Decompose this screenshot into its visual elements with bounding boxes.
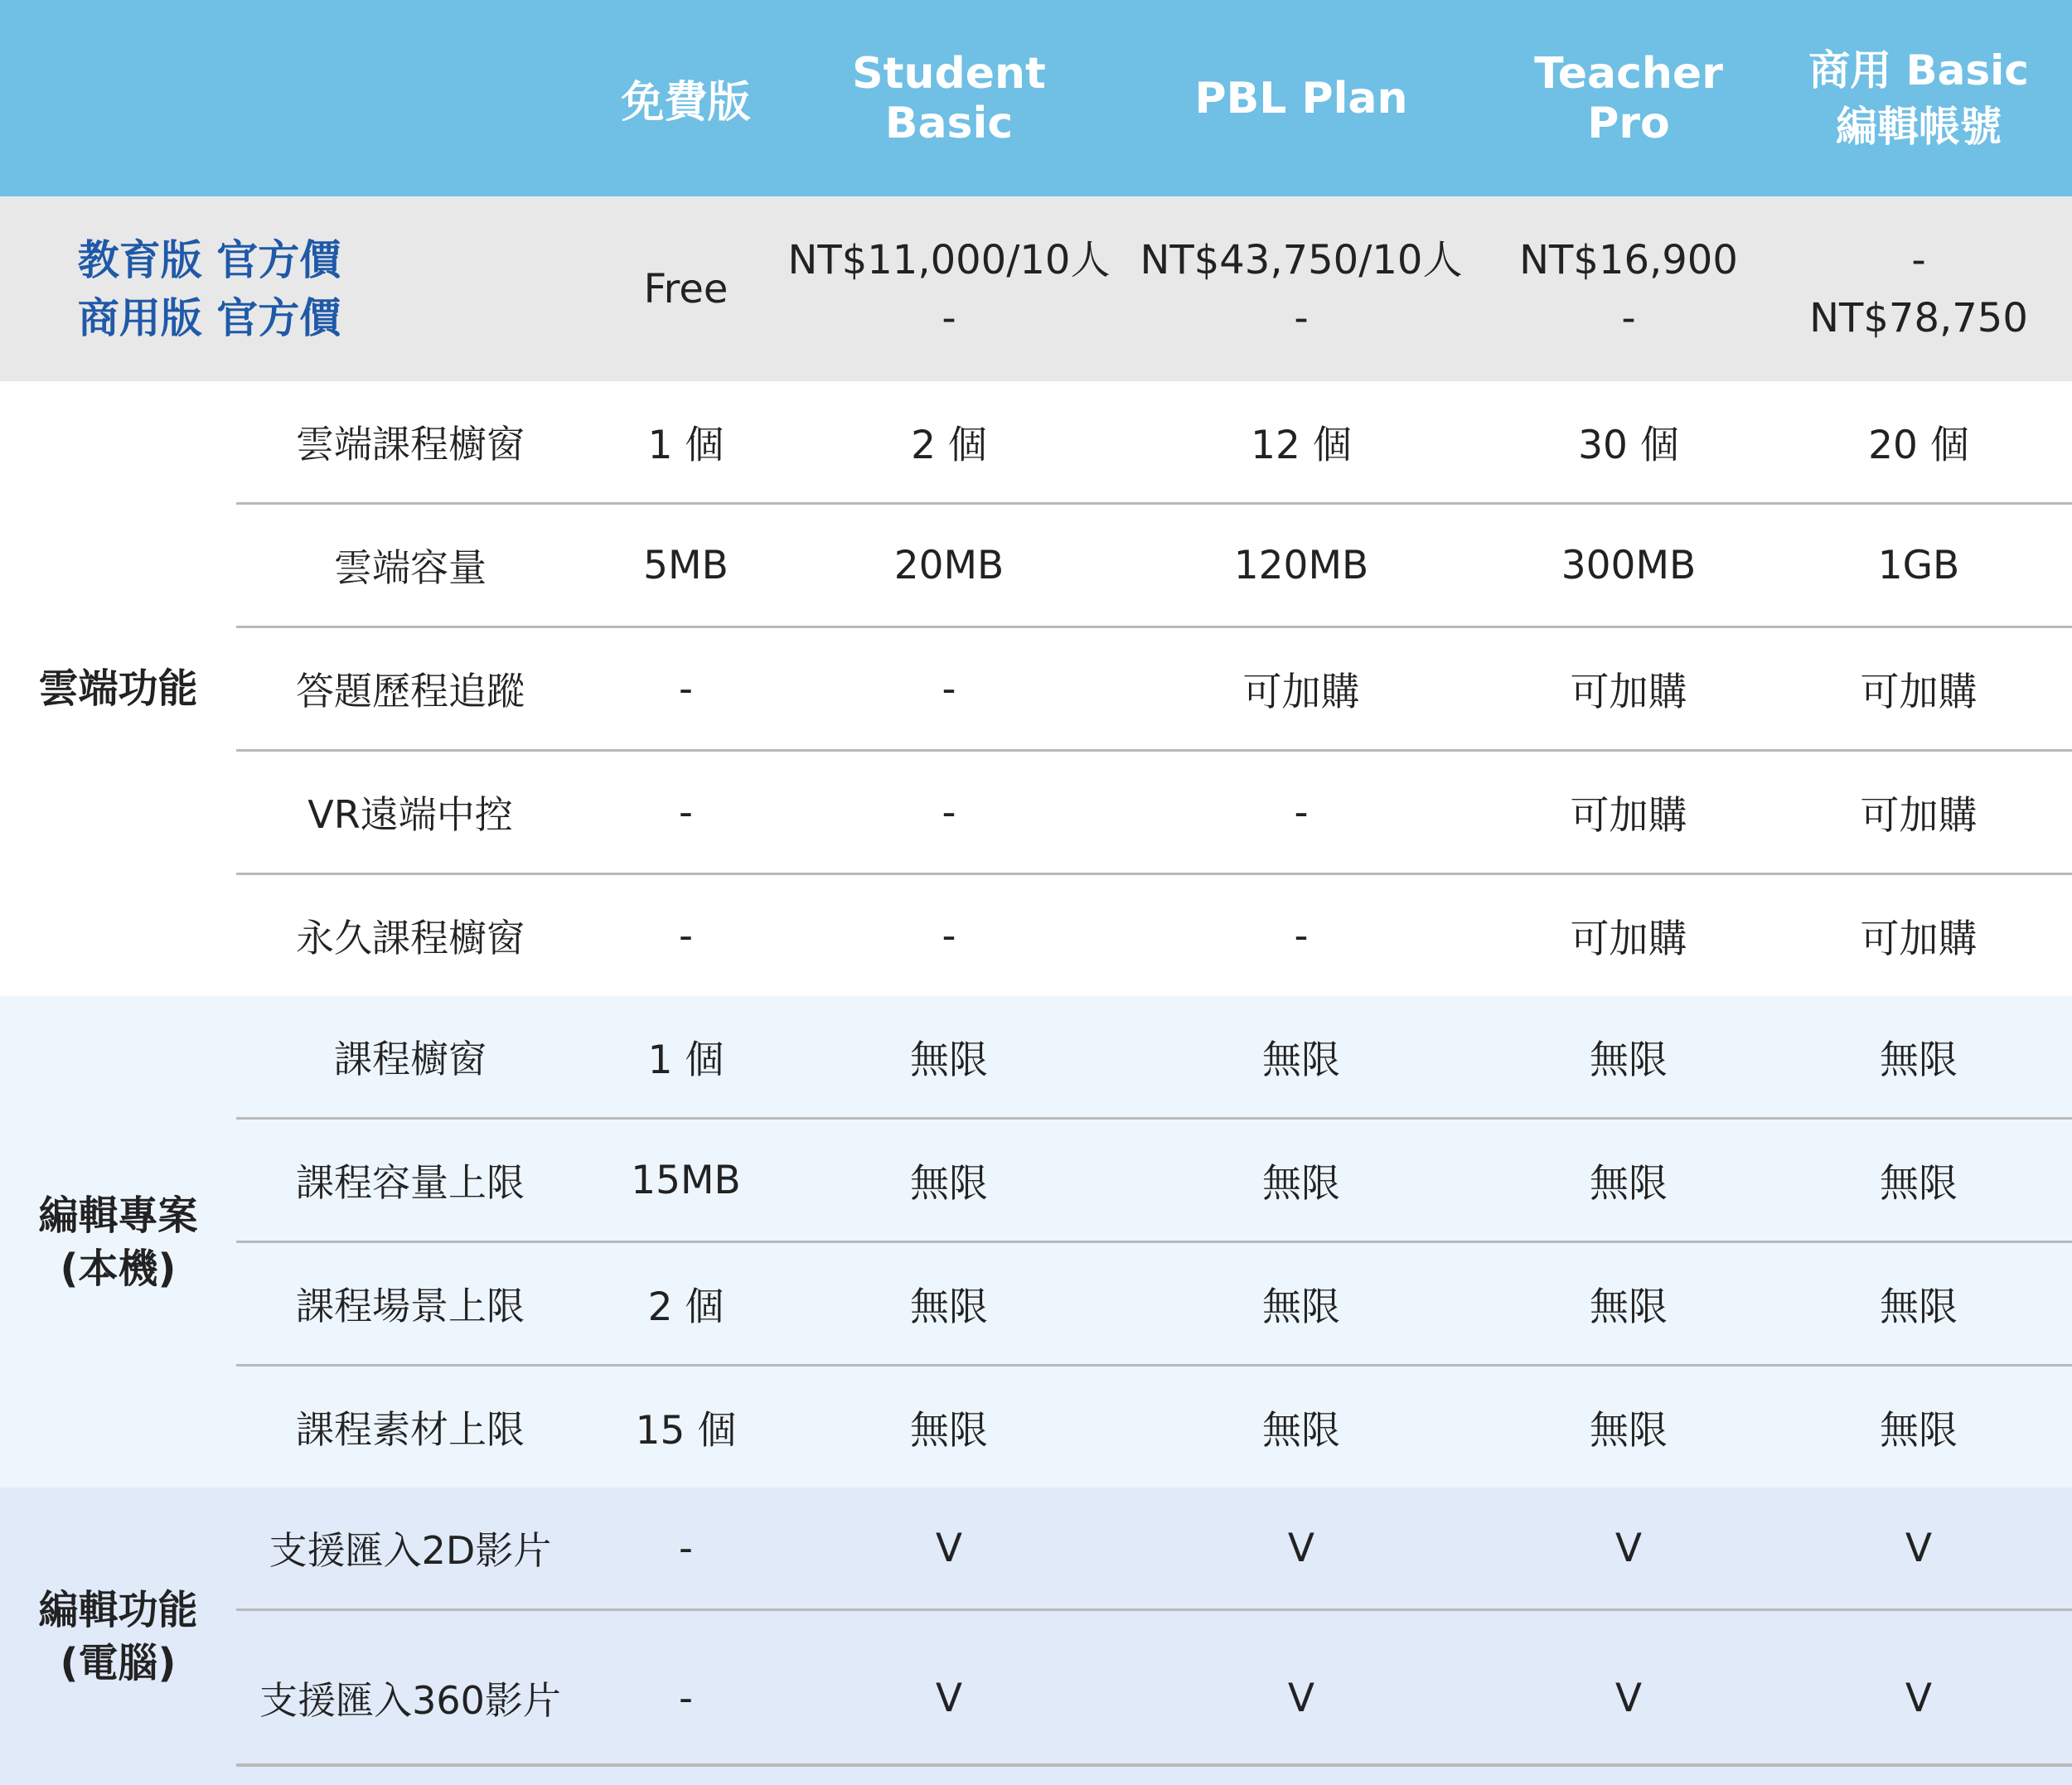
value-free: - [584, 751, 787, 874]
value-pbl-plan: 無限 [1111, 1242, 1492, 1366]
table-row [0, 1610, 2072, 1785]
group-title-line: 編輯專案 [0, 1189, 236, 1242]
table-bottom-divider [236, 1763, 2072, 1767]
price-teacher-pro [1492, 196, 1765, 381]
value-student-basic: 無限 [787, 1366, 1111, 1488]
value-teacher-pro: 可加購 [1492, 627, 1765, 751]
value-business-basic: 無限 [1765, 1242, 2072, 1366]
feature-label: 永久課程櫥窗 [236, 874, 584, 997]
table-row [0, 381, 2072, 504]
group-title-line: 雲端功能 [0, 662, 236, 715]
feature-label: 支援匯入360影片 [236, 1610, 584, 1785]
group-title-line: (本機) [0, 1242, 236, 1295]
feature-label: 答題歷程追蹤 [236, 627, 584, 751]
value-free: - [584, 1610, 787, 1785]
value-business-basic: 1GB [1765, 504, 2072, 627]
group-edit-features [0, 1488, 2072, 1785]
value-teacher-pro: 無限 [1492, 1119, 1765, 1242]
business-price-label: 商用版 官方價 [0, 289, 419, 347]
price-row [0, 196, 2072, 381]
value-student-basic: - [787, 751, 1111, 874]
value-teacher-pro: 無限 [1492, 996, 1765, 1119]
value-free: - [584, 874, 787, 997]
value-pbl-plan: - [1111, 874, 1492, 997]
value-student-basic: 20MB [787, 504, 1111, 627]
header-empty-cell [0, 0, 236, 196]
group-title [0, 996, 236, 1488]
value-student-basic: V [787, 1610, 1111, 1785]
group-cloud-features [0, 381, 2072, 996]
value-pbl-plan: 可加購 [1111, 627, 1492, 751]
table-row [0, 996, 2072, 1119]
header-row [0, 0, 2072, 196]
group-title-line: (電腦) [0, 1637, 236, 1690]
feature-label: VR遠端中控 [236, 751, 584, 874]
feature-label: 雲端課程櫥窗 [236, 381, 584, 504]
value-free: 15MB [584, 1119, 787, 1242]
value-student-basic: 無限 [787, 1242, 1111, 1366]
price-student-basic-edu: NT$11,000/10人 [787, 231, 1111, 289]
plan-business-basic-header [1765, 0, 2072, 196]
value-pbl-plan: V [1111, 1488, 1492, 1610]
table-row [0, 751, 2072, 874]
table-row [0, 1242, 2072, 1366]
price-business-basic-edu: - [1765, 231, 2072, 289]
value-pbl-plan: V [1111, 1610, 1492, 1785]
value-free: 15 個 [584, 1366, 787, 1488]
price-business-basic-biz: NT$78,750 [1765, 289, 2072, 347]
price-free: Free [584, 196, 787, 381]
value-teacher-pro: 30 個 [1492, 381, 1765, 504]
plan-business-basic-title: 商用 Basic [1765, 42, 2072, 99]
value-business-basic: 可加購 [1765, 874, 2072, 997]
group-title [0, 1488, 236, 1785]
value-free: 2 個 [584, 1242, 787, 1366]
table-row [0, 504, 2072, 627]
value-free: 5MB [584, 504, 787, 627]
group-edit-project [0, 996, 2072, 1488]
price-business-basic [1765, 196, 2072, 381]
plan-student-basic-header: Student Basic [787, 0, 1111, 196]
table-row [0, 1488, 2072, 1610]
value-student-basic: - [787, 627, 1111, 751]
value-free: - [584, 1488, 787, 1610]
header-empty-cell [236, 0, 584, 196]
value-student-basic: 2 個 [787, 381, 1111, 504]
value-student-basic: - [787, 874, 1111, 997]
plan-free-header: 免費版 [584, 0, 787, 196]
feature-label: 課程櫥窗 [236, 996, 584, 1119]
education-price-label: 教育版 官方價 [0, 231, 419, 289]
price-pbl-plan-edu: NT$43,750/10人 [1111, 231, 1492, 289]
plan-business-basic-subtitle: 編輯帳號 [1765, 99, 2072, 155]
value-teacher-pro: V [1492, 1610, 1765, 1785]
value-business-basic: 無限 [1765, 1119, 2072, 1242]
price-student-basic [787, 196, 1111, 381]
value-business-basic: 無限 [1765, 996, 2072, 1119]
value-pbl-plan: 12 個 [1111, 381, 1492, 504]
value-business-basic: V [1765, 1488, 2072, 1610]
plan-teacher-pro-header: Teacher Pro [1492, 0, 1765, 196]
feature-label: 課程場景上限 [236, 1242, 584, 1366]
price-label-cell [0, 196, 584, 381]
feature-label: 課程素材上限 [236, 1366, 584, 1488]
table-row [0, 874, 2072, 997]
value-business-basic: 無限 [1765, 1366, 2072, 1488]
value-pbl-plan: 無限 [1111, 1119, 1492, 1242]
value-pbl-plan: - [1111, 751, 1492, 874]
value-teacher-pro: 可加購 [1492, 751, 1765, 874]
value-student-basic: 無限 [787, 996, 1111, 1119]
value-teacher-pro: 可加購 [1492, 874, 1765, 997]
table-row [0, 627, 2072, 751]
value-teacher-pro: 300MB [1492, 504, 1765, 627]
feature-label: 雲端容量 [236, 504, 584, 627]
group-title [0, 381, 236, 996]
value-teacher-pro: V [1492, 1488, 1765, 1610]
value-pbl-plan: 120MB [1111, 504, 1492, 627]
value-business-basic: 可加購 [1765, 627, 2072, 751]
table-row [0, 1366, 2072, 1488]
table-row [0, 1119, 2072, 1242]
value-business-basic: V [1765, 1610, 2072, 1785]
value-free: 1 個 [584, 996, 787, 1119]
value-pbl-plan: 無限 [1111, 1366, 1492, 1488]
value-pbl-plan: 無限 [1111, 996, 1492, 1119]
value-business-basic: 可加購 [1765, 751, 2072, 874]
price-teacher-pro-edu: NT$16,900 [1492, 231, 1765, 289]
price-pbl-plan-biz: - [1111, 289, 1492, 347]
group-title-line: 編輯功能 [0, 1584, 236, 1637]
value-teacher-pro: 無限 [1492, 1242, 1765, 1366]
plan-pbl-plan-header: PBL Plan [1111, 0, 1492, 196]
price-teacher-pro-biz: - [1492, 289, 1765, 347]
feature-label: 課程容量上限 [236, 1119, 584, 1242]
value-free: - [584, 627, 787, 751]
value-student-basic: 無限 [787, 1119, 1111, 1242]
value-free: 1 個 [584, 381, 787, 504]
price-student-basic-biz: - [787, 289, 1111, 347]
value-student-basic: V [787, 1488, 1111, 1610]
feature-label: 支援匯入2D影片 [236, 1488, 584, 1610]
value-business-basic: 20 個 [1765, 381, 2072, 504]
price-pbl-plan [1111, 196, 1492, 381]
value-teacher-pro: 無限 [1492, 1366, 1765, 1488]
